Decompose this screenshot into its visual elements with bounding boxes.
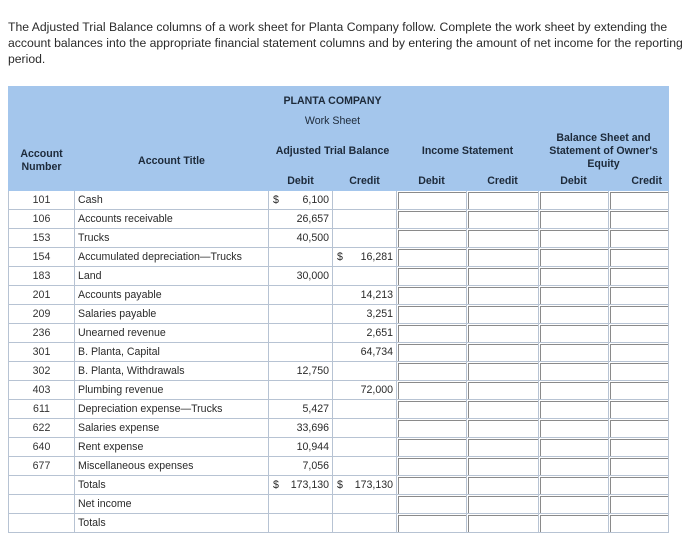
atb-credit-value: 72,000 [360,384,393,396]
account-number: 154 [9,248,75,267]
table-row [9,210,669,229]
is-credit-input[interactable] [467,381,539,400]
is-debit-input[interactable] [397,476,467,495]
table-row [9,476,669,495]
account-number [9,476,75,495]
table-row [9,191,669,210]
bs-debit-input[interactable] [539,343,609,362]
account-title: Totals [75,514,269,533]
atb-credit-cell [333,286,397,305]
atb-credit-cell [333,419,397,438]
atb-credit-cell [333,191,397,210]
account-number: 302 [9,362,75,381]
bs-debit-input[interactable] [539,210,609,229]
table-row [9,457,669,476]
atb-debit-cell [269,362,333,381]
account-title: B. Planta, Withdrawals [75,362,269,381]
atb-debit-cell [269,248,333,267]
account-title: Net income [75,495,269,514]
atb-debit-cell [269,229,333,248]
is-debit-input[interactable] [397,286,467,305]
table-row [9,305,669,324]
account-title: Cash [75,191,269,210]
income-statement-header: Income Statement [397,131,539,172]
bs-credit-input[interactable] [609,267,669,286]
atb-debit-cell [269,438,333,457]
account-title-header: Account Title [75,131,269,191]
company-name: PLANTA COMPANY [269,87,397,112]
account-title: Totals [75,476,269,495]
account-title: Trucks [75,229,269,248]
is-debit-input[interactable] [397,419,467,438]
bs-debit-input[interactable] [539,286,609,305]
is-debit-input[interactable] [397,514,467,533]
is-debit-input[interactable] [397,438,467,457]
atb-debit-value: 5,427 [302,403,329,415]
atb-credit-cell [333,210,397,229]
work-sheet-table [8,86,669,533]
account-number: 183 [9,267,75,286]
atb-debit-cell [269,210,333,229]
account-title: Accumulated depreciation—Trucks [75,248,269,267]
table-row [9,362,669,381]
bs-credit-input[interactable] [609,210,669,229]
bs-debit-input[interactable] [539,495,609,514]
account-number: 201 [9,286,75,305]
is-debit-input[interactable] [397,229,467,248]
atb-credit-cell [333,476,397,495]
atb-debit-cell [269,495,333,514]
account-number: 611 [9,400,75,419]
is-debit-input[interactable] [397,305,467,324]
account-number: 677 [9,457,75,476]
is-debit-header: Debit [397,172,467,191]
bs-credit-input[interactable] [609,191,669,210]
atb-credit-cell [333,229,397,248]
is-credit-input[interactable] [467,343,539,362]
atb-debit-value: 26,657 [296,213,329,225]
sheet-title: Work Sheet [269,112,397,131]
atb-debit-value: 10,944 [296,441,329,453]
table-row [9,248,669,267]
atb-credit-cell [333,495,397,514]
atb-debit-cell [269,457,333,476]
atb-debit-value: 173,130 [290,479,329,491]
table-row [9,438,669,457]
bs-credit-input[interactable] [609,362,669,381]
bs-debit-input[interactable] [539,438,609,457]
atb-credit-value: 173,130 [354,479,393,491]
account-number [9,495,75,514]
is-credit-header: Credit [467,172,539,191]
table-row [9,286,669,305]
currency-symbol: $ [273,479,279,491]
bs-credit-input[interactable] [609,514,669,533]
account-number: 622 [9,419,75,438]
atb-debit-cell [269,400,333,419]
is-credit-input[interactable] [467,286,539,305]
bs-credit-input[interactable] [609,476,669,495]
is-debit-input[interactable] [397,381,467,400]
is-debit-input[interactable] [397,248,467,267]
bs-credit-input[interactable] [609,286,669,305]
bs-debit-input[interactable] [539,229,609,248]
account-title: Land [75,267,269,286]
bs-credit-header: Credit [609,172,669,191]
bs-debit-input[interactable] [539,324,609,343]
account-title: Accounts payable [75,286,269,305]
account-title: Depreciation expense—Trucks [75,400,269,419]
account-number: 640 [9,438,75,457]
bs-credit-input[interactable] [609,305,669,324]
account-title: Salaries payable [75,305,269,324]
currency-symbol: $ [337,479,343,491]
is-credit-input[interactable] [467,191,539,210]
account-number: 106 [9,210,75,229]
account-title: Unearned revenue [75,324,269,343]
atb-credit-cell [333,248,397,267]
atb-debit-cell [269,191,333,210]
is-credit-input[interactable] [467,267,539,286]
atb-credit-value: 16,281 [360,251,393,263]
bs-credit-input[interactable] [609,324,669,343]
atb-credit-cell [333,438,397,457]
atb-debit-value: 7,056 [302,460,329,472]
atb-debit-cell [269,286,333,305]
atb-debit-value: 40,500 [296,232,329,244]
is-debit-input[interactable] [397,210,467,229]
bs-debit-input[interactable] [539,476,609,495]
atb-debit-cell [269,476,333,495]
bs-debit-input[interactable] [539,419,609,438]
atb-credit-cell [333,343,397,362]
is-credit-input[interactable] [467,495,539,514]
account-number: 101 [9,191,75,210]
bs-debit-input[interactable] [539,191,609,210]
atb-credit-cell [333,362,397,381]
is-credit-input[interactable] [467,419,539,438]
bs-credit-input[interactable] [609,343,669,362]
bs-credit-input[interactable] [609,457,669,476]
is-credit-input[interactable] [467,229,539,248]
atb-debit-cell [269,381,333,400]
atb-debit-cell [269,324,333,343]
is-debit-input[interactable] [397,495,467,514]
balance-sheet-header: Balance Sheet and Statement of Owner's Equity [539,131,669,172]
is-credit-input[interactable] [467,457,539,476]
bs-credit-input[interactable] [609,229,669,248]
account-number: 236 [9,324,75,343]
is-debit-input[interactable] [397,457,467,476]
account-number: 301 [9,343,75,362]
is-credit-input[interactable] [467,514,539,533]
is-debit-input[interactable] [397,267,467,286]
bs-credit-input[interactable] [609,438,669,457]
atb-credit-value: 2,651 [366,327,393,339]
bs-credit-input[interactable] [609,495,669,514]
atb-debit-value: 6,100 [302,194,329,206]
account-number: 153 [9,229,75,248]
table-row [9,400,669,419]
atb-debit-cell [269,305,333,324]
atb-debit-cell [269,514,333,533]
atb-credit-cell [333,381,397,400]
bs-debit-input[interactable] [539,362,609,381]
is-credit-input[interactable] [467,210,539,229]
account-title: Plumbing revenue [75,381,269,400]
is-credit-input[interactable] [467,476,539,495]
is-credit-input[interactable] [467,305,539,324]
is-debit-input[interactable] [397,343,467,362]
account-number: 403 [9,381,75,400]
account-number-header: Account Number [9,131,75,191]
atb-debit-cell [269,419,333,438]
atb-header: Adjusted Trial Balance [269,131,397,172]
atb-debit-cell [269,267,333,286]
table-row [9,324,669,343]
account-number: 209 [9,305,75,324]
account-number [9,514,75,533]
atb-debit-value: 30,000 [296,270,329,282]
is-credit-input[interactable] [467,324,539,343]
bs-credit-input[interactable] [609,419,669,438]
bs-debit-input[interactable] [539,248,609,267]
table-row [9,381,669,400]
account-title: Accounts receivable [75,210,269,229]
atb-debit-value: 12,750 [296,365,329,377]
instructions-text: The Adjusted Trial Balance columns of a work sheet for Planta Company follow. Complete the work sheet by extending the account balances into the appropriate financial statement columns and by entering the amount of net income for the reporting period. [8,20,683,66]
atb-credit-cell [333,457,397,476]
bs-debit-input[interactable] [539,514,609,533]
atb-credit-header: Credit [333,172,397,191]
bs-credit-input[interactable] [609,248,669,267]
bs-debit-input[interactable] [539,457,609,476]
account-title: B. Planta, Capital [75,343,269,362]
is-credit-input[interactable] [467,438,539,457]
bs-credit-input[interactable] [609,381,669,400]
table-row [9,229,669,248]
atb-credit-value: 64,734 [360,346,393,358]
bs-debit-input[interactable] [539,267,609,286]
atb-credit-cell [333,514,397,533]
table-row [9,267,669,286]
account-title: Salaries expense [75,419,269,438]
is-credit-input[interactable] [467,400,539,419]
is-debit-input[interactable] [397,191,467,210]
currency-symbol: $ [273,194,279,206]
is-debit-input[interactable] [397,362,467,381]
is-debit-input[interactable] [397,400,467,419]
atb-debit-header: Debit [269,172,333,191]
atb-credit-cell [333,400,397,419]
bs-debit-header: Debit [539,172,609,191]
bs-debit-input[interactable] [539,305,609,324]
atb-debit-cell [269,343,333,362]
atb-credit-value: 3,251 [366,308,393,320]
atb-credit-cell [333,324,397,343]
table-row [9,343,669,362]
table-row [9,514,669,533]
bs-debit-input[interactable] [539,381,609,400]
atb-credit-cell [333,267,397,286]
atb-credit-value: 14,213 [360,289,393,301]
atb-debit-value: 33,696 [296,422,329,434]
currency-symbol: $ [337,251,343,263]
account-title: Miscellaneous expenses [75,457,269,476]
table-row [9,419,669,438]
is-credit-input[interactable] [467,248,539,267]
is-credit-input[interactable] [467,362,539,381]
bs-debit-input[interactable] [539,400,609,419]
table-row [9,495,669,514]
bs-credit-input[interactable] [609,400,669,419]
account-title: Rent expense [75,438,269,457]
atb-credit-cell [333,305,397,324]
is-debit-input[interactable] [397,324,467,343]
